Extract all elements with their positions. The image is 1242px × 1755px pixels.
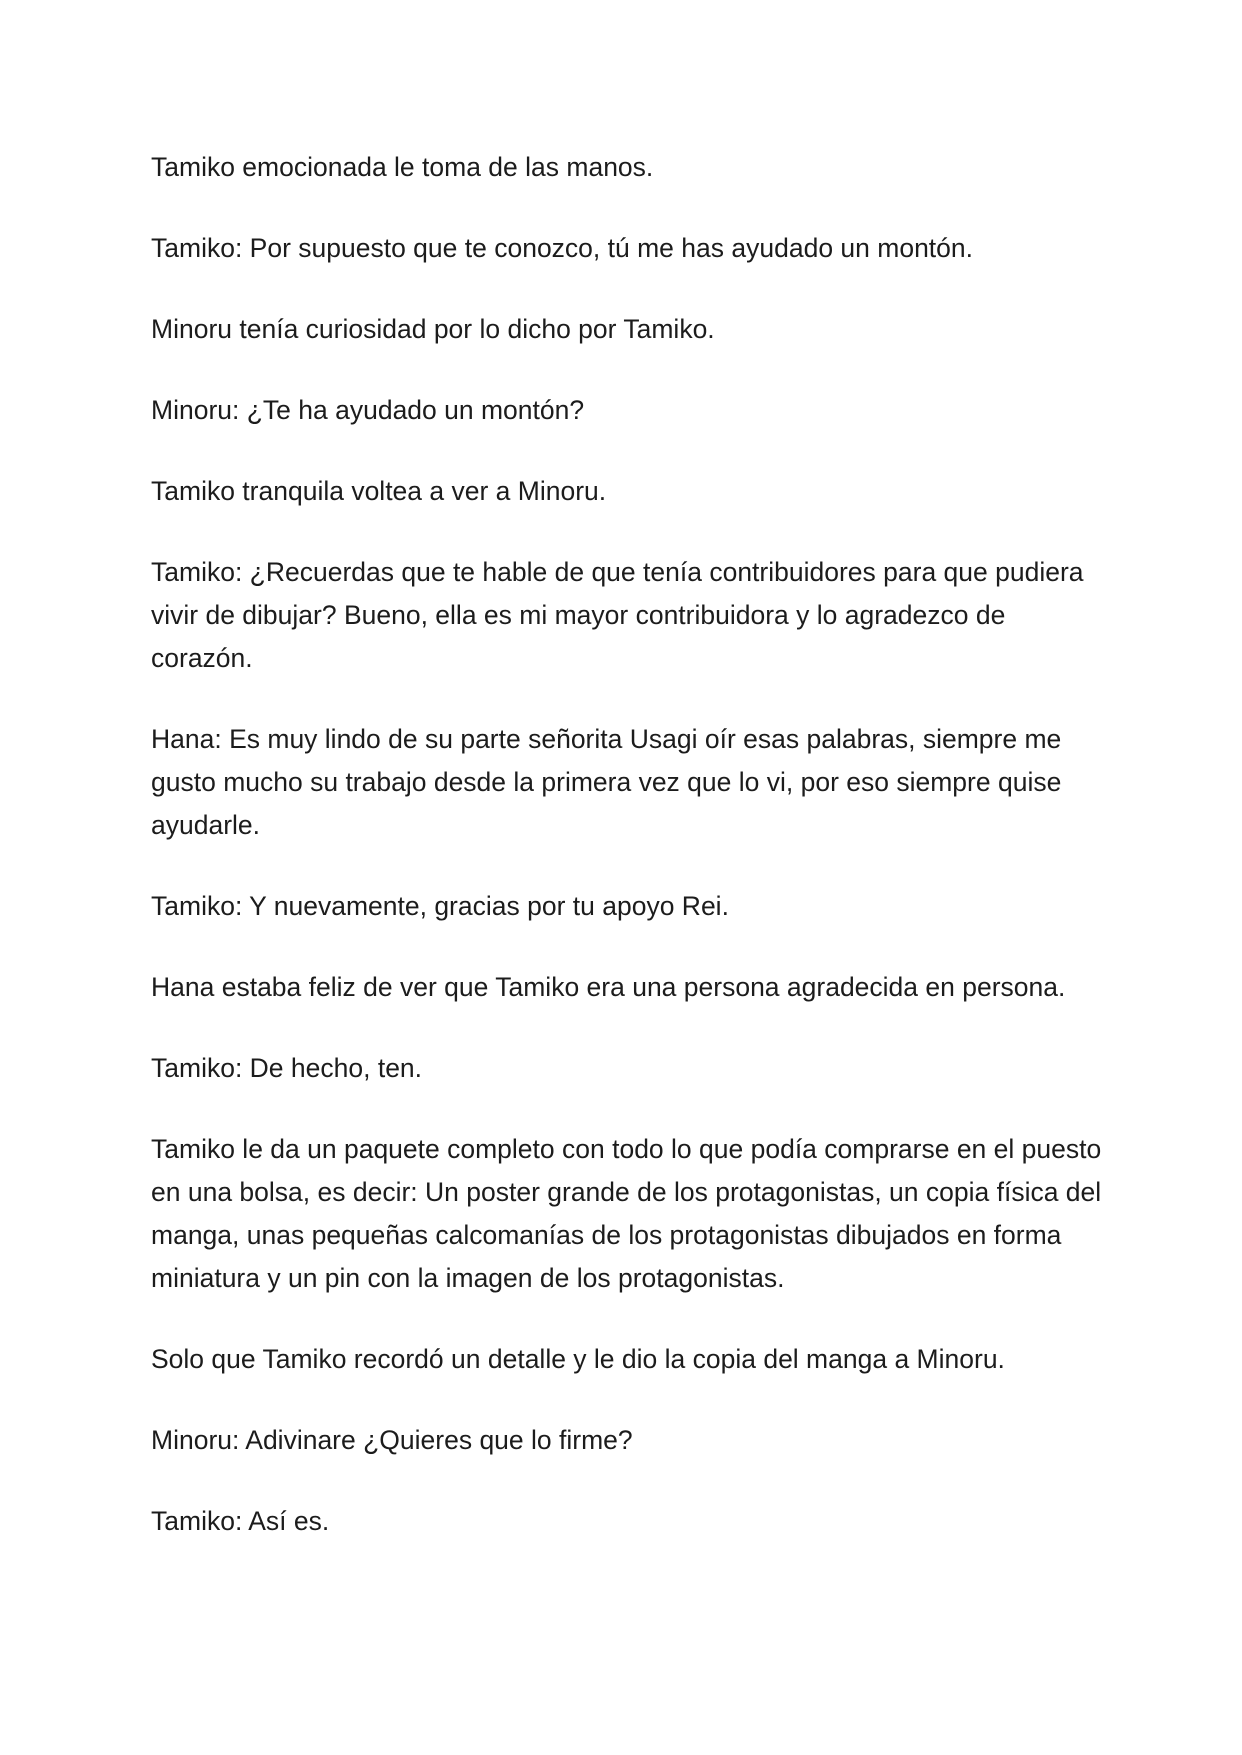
paragraph: Tamiko: Por supuesto que te conozco, tú me has ayudado un montón. (151, 233, 974, 263)
paragraph: Tamiko: De hecho, ten. (151, 1053, 423, 1083)
paragraph: Tamiko: ¿Recuerdas que te hable de que tenía contribuidores para que pudiera vivir de dibujar? Bueno, ella es mi mayor contribuidora y lo agradezco de corazón. (151, 557, 1084, 673)
paragraph: Minoru: ¿Te ha ayudado un montón? (151, 395, 585, 425)
paragraph: Hana: Es muy lindo de su parte señorita Usagi oír esas palabras, siempre me gusto mucho su trabajo desde la primera vez que lo vi, por eso siempre quise ayudarle. (151, 724, 1062, 840)
paragraph: Hana estaba feliz de ver que Tamiko era una persona agradecida en persona. (151, 972, 1066, 1002)
paragraph: Tamiko le da un paquete completo con todo lo que podía comprarse en el puesto en una bolsa, es decir: Un poster grande de los protagonistas, un copia física del manga, unas pequeñas calcomanías de los protagonistas dibujados en forma miniatura y un pin con la imagen de los protagonistas. (151, 1134, 1102, 1293)
paragraph: Minoru: Adivinare ¿Quieres que lo firme? (151, 1425, 633, 1455)
paragraph: Tamiko: Y nuevamente, gracias por tu apoyo Rei. (151, 891, 729, 921)
paragraph: Minoru tenía curiosidad por lo dicho por Tamiko. (151, 314, 715, 344)
paragraph: Tamiko: Así es. (151, 1506, 330, 1536)
document-body (151, 146, 1111, 1581)
paragraph: Solo que Tamiko recordó un detalle y le dio la copia del manga a Minoru. (151, 1344, 1005, 1374)
paragraph: Tamiko tranquila voltea a ver a Minoru. (151, 476, 607, 506)
paragraph: Tamiko emocionada le toma de las manos. (151, 152, 654, 182)
